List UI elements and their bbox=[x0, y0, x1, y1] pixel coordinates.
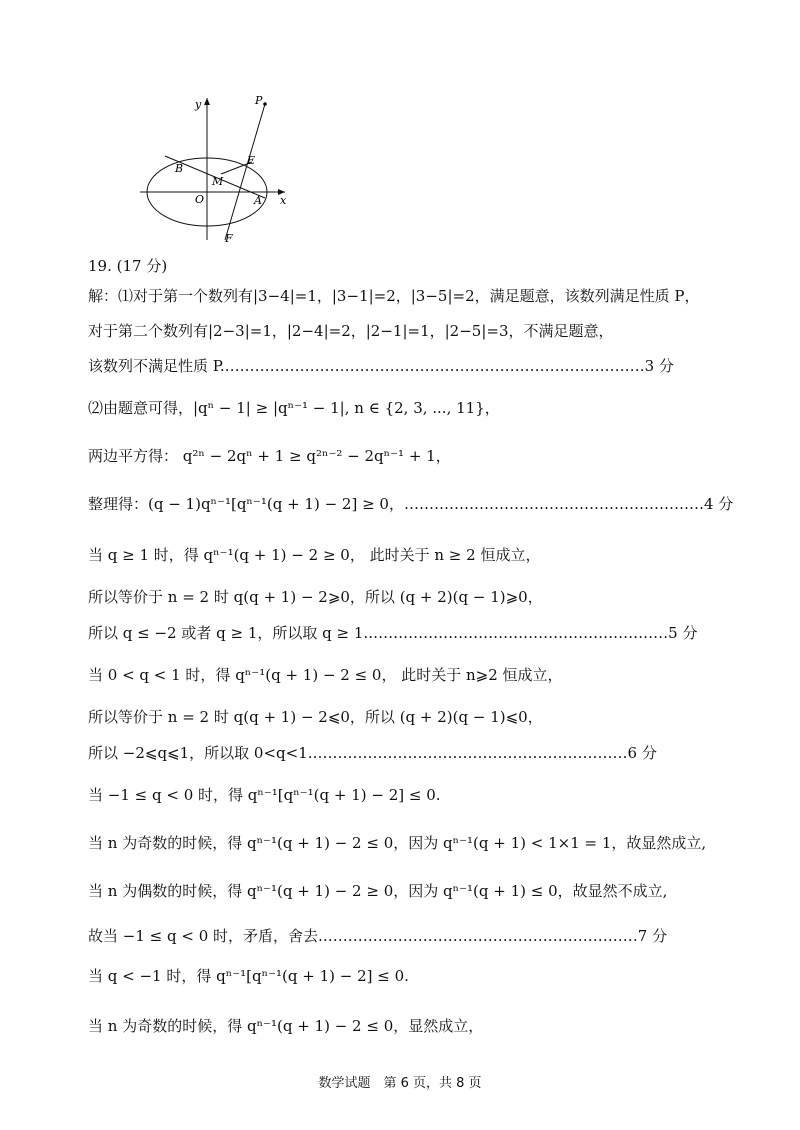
solution-line: 所以 q ≤ −2 或者 q ≥ 1，所以取 q ≥ 1.……………………………………………………5 分 bbox=[88, 624, 698, 642]
solution-line: 故当 −1 ≤ q < 0 时，矛盾，舍去.………………………………………………………7 分 bbox=[88, 927, 668, 945]
solution-line: 当 q < −1 时，得 qⁿ⁻¹[qⁿ⁻¹(q + 1) − 2] ≤ 0. bbox=[88, 967, 409, 985]
ellipse-diagram bbox=[135, 88, 295, 248]
solution-line: 当 n 为奇数的时候，得 qⁿ⁻¹(q + 1) − 2 ≤ 0，因为 qⁿ⁻¹(q + 1) < 1×1 = 1，故显然成立, bbox=[88, 834, 707, 852]
solution-line: 所以等价于 n = 2 时 q(q + 1) − 2⩾0，所以 (q + 2)(q − 1)⩾0， bbox=[88, 588, 543, 606]
label-o: O bbox=[195, 193, 205, 206]
solution-line: 两边平方得： q²ⁿ − 2qⁿ + 1 ≥ q²ⁿ⁻² − 2qⁿ⁻¹ + 1， bbox=[88, 447, 451, 465]
solution-line: 当 q ≥ 1 时，得 qⁿ⁻¹(q + 1) − 2 ≥ 0， 此时关于 n ≥ 2 恒成立， bbox=[88, 546, 541, 564]
solution-line: 对于第二个数列有|2−3|=1，|2−4|=2，|2−1|=1，|2−5|=3，不满足题意， bbox=[88, 322, 614, 340]
solution-line: 整理得：(q − 1)qⁿ⁻¹[qⁿ⁻¹(q + 1) − 2] ≥ 0，……………………………………………………4 分 bbox=[88, 495, 734, 513]
label-m: M bbox=[212, 175, 224, 188]
solution-line: 所以等价于 n = 2 时 q(q + 1) − 2⩽0，所以 (q + 2)(q − 1)⩽0， bbox=[88, 708, 543, 726]
page-footer: 数学试题 第 6 页，共 8 页 bbox=[318, 1076, 482, 1091]
solution-line: 当 n 为偶数的时候，得 qⁿ⁻¹(q + 1) − 2 ≥ 0，因为 qⁿ⁻¹(q + 1) ≤ 0，故显然不成立, bbox=[88, 882, 668, 900]
label-f: F bbox=[225, 232, 233, 245]
label-y: y bbox=[195, 98, 202, 111]
solution-line: 解：⑴对于第一个数列有|3−4|=1，|3−1|=2，|3−5|=2，满足题意，该数列满足性质 P， bbox=[88, 287, 700, 305]
y-axis-arrow bbox=[204, 98, 210, 105]
solution-line: 当 n 为奇数的时候，得 qⁿ⁻¹(q + 1) − 2 ≤ 0，显然成立， bbox=[88, 1017, 484, 1035]
label-e: E bbox=[247, 154, 256, 167]
line-pf bbox=[225, 104, 265, 240]
label-b: B bbox=[175, 162, 184, 175]
label-x: x bbox=[280, 194, 287, 207]
problem-header: 19. (17 分) bbox=[88, 257, 168, 275]
solution-line: 该数列不满足性质 P.…………………………………………………………………………3 分 bbox=[88, 357, 674, 375]
solution-line: ⑵由题意可得，|qⁿ − 1| ≥ |qⁿ⁻¹ − 1|, n ∈ {2, 3, ..., 11}， bbox=[88, 399, 500, 417]
label-a: A bbox=[254, 194, 262, 207]
solution-line: 所以 −2⩽q⩽1，所以取 0<q<1.………………………………………………………6 分 bbox=[88, 744, 657, 762]
point-p bbox=[263, 102, 267, 106]
solution-line: 当 −1 ≤ q < 0 时，得 qⁿ⁻¹[qⁿ⁻¹(q + 1) − 2] ≤ 0. bbox=[88, 786, 441, 804]
ellipse-figure bbox=[135, 88, 295, 248]
label-p: P bbox=[255, 94, 263, 107]
solution-line: 当 0 < q < 1 时，得 qⁿ⁻¹(q + 1) − 2 ≤ 0， 此时关于 n⩾2 恒成立， bbox=[88, 666, 563, 684]
